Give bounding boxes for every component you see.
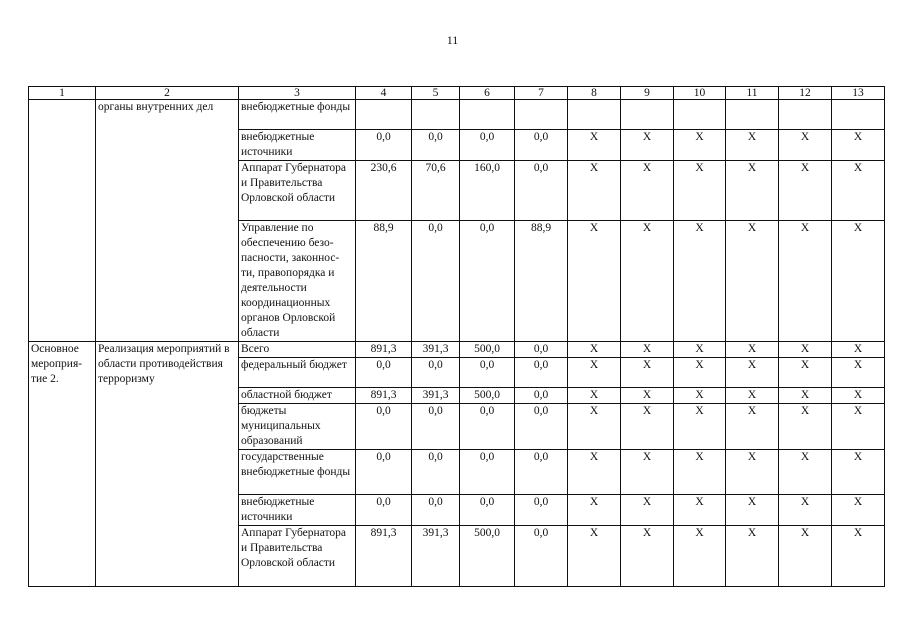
amount-cell-v4: 230,6 (356, 161, 412, 221)
table-body (29, 87, 885, 587)
mark-cell: Х (674, 404, 726, 450)
amount-cell-v6: 0,0 (460, 221, 515, 342)
amount-cell-v5: 0,0 (412, 450, 460, 495)
amount-cell-v6: 0,0 (460, 130, 515, 161)
mark-cell: Х (832, 388, 885, 404)
mark-cell: Х (832, 450, 885, 495)
amount-cell-v5: 0,0 (412, 404, 460, 450)
column-header-3: 3 (239, 87, 356, 100)
mark-cell: Х (568, 388, 621, 404)
amount-cell-v4: 0,0 (356, 495, 412, 526)
mark-cell: Х (779, 342, 832, 358)
amount-cell-v5: 0,0 (412, 130, 460, 161)
mark-cell (674, 100, 726, 130)
mark-cell: Х (779, 388, 832, 404)
amount-cell-v4: 891,3 (356, 342, 412, 358)
amount-cell-v4: 0,0 (356, 450, 412, 495)
mark-cell (568, 100, 621, 130)
mark-cell: Х (568, 358, 621, 388)
funding-source-cell: федеральный бюджет (239, 358, 356, 388)
column-header-12: 12 (779, 87, 832, 100)
mark-cell: Х (621, 450, 674, 495)
mark-cell: Х (832, 358, 885, 388)
mark-cell: Х (832, 130, 885, 161)
column-header-11: 11 (726, 87, 779, 100)
mark-cell: Х (621, 526, 674, 587)
table-row (29, 342, 885, 358)
amount-cell-v6: 500,0 (460, 526, 515, 587)
column-header-6: 6 (460, 87, 515, 100)
funding-source-cell: внебюджетные источники (239, 495, 356, 526)
mark-cell: Х (832, 342, 885, 358)
mark-cell: Х (779, 358, 832, 388)
amount-cell-v4: 891,3 (356, 388, 412, 404)
amount-cell-v6 (460, 100, 515, 130)
funding-source-cell: Управление по обеспечению безо- пасности, законнос- ти, правопорядка и деятельности координационных органов Орловской области (239, 221, 356, 342)
mark-cell: Х (726, 495, 779, 526)
amount-cell-v6: 0,0 (460, 404, 515, 450)
mark-cell: Х (726, 342, 779, 358)
funding-source-cell: внебюджетные фонды (239, 100, 356, 130)
amount-cell-v5: 70,6 (412, 161, 460, 221)
amount-cell-v4: 0,0 (356, 130, 412, 161)
column-header-8: 8 (568, 87, 621, 100)
amount-cell-v7: 0,0 (515, 161, 568, 221)
mark-cell (779, 100, 832, 130)
mark-cell: Х (674, 130, 726, 161)
amount-cell-v5 (412, 100, 460, 130)
mark-cell: Х (621, 358, 674, 388)
amount-cell-v7: 0,0 (515, 130, 568, 161)
amount-cell-v7: 0,0 (515, 388, 568, 404)
mark-cell: Х (832, 161, 885, 221)
mark-cell: Х (621, 404, 674, 450)
mark-cell: Х (726, 388, 779, 404)
column-header-9: 9 (621, 87, 674, 100)
amount-cell-v5: 391,3 (412, 526, 460, 587)
mark-cell: Х (621, 342, 674, 358)
mark-cell: Х (726, 161, 779, 221)
amount-cell-v6: 160,0 (460, 161, 515, 221)
mark-cell: Х (779, 161, 832, 221)
column-header-5: 5 (412, 87, 460, 100)
amount-cell-v6: 0,0 (460, 495, 515, 526)
activity-number-cell (29, 100, 96, 342)
mark-cell: Х (832, 404, 885, 450)
mark-cell: Х (568, 404, 621, 450)
amount-cell-v6: 500,0 (460, 388, 515, 404)
amount-cell-v6: 500,0 (460, 342, 515, 358)
amount-cell-v6: 0,0 (460, 450, 515, 495)
funding-source-cell: государственные внебюджетные фонды (239, 450, 356, 495)
amount-cell-v7: 0,0 (515, 526, 568, 587)
mark-cell: Х (832, 495, 885, 526)
mark-cell: Х (779, 221, 832, 342)
amount-cell-v7: 0,0 (515, 495, 568, 526)
amount-cell-v4: 0,0 (356, 404, 412, 450)
mark-cell: Х (779, 130, 832, 161)
mark-cell: Х (674, 450, 726, 495)
mark-cell: Х (621, 495, 674, 526)
amount-cell-v7: 88,9 (515, 221, 568, 342)
mark-cell: Х (779, 495, 832, 526)
mark-cell: Х (726, 404, 779, 450)
column-header-1: 1 (29, 87, 96, 100)
mark-cell (726, 100, 779, 130)
budget-table (28, 86, 885, 587)
column-header-10: 10 (674, 87, 726, 100)
mark-cell: Х (621, 221, 674, 342)
mark-cell: Х (726, 221, 779, 342)
mark-cell: Х (779, 404, 832, 450)
amount-cell-v5: 0,0 (412, 495, 460, 526)
mark-cell: Х (568, 130, 621, 161)
mark-cell: Х (779, 526, 832, 587)
amount-cell-v5: 391,3 (412, 388, 460, 404)
mark-cell: Х (832, 526, 885, 587)
amount-cell-v7: 0,0 (515, 404, 568, 450)
column-header-2: 2 (96, 87, 239, 100)
amount-cell-v4 (356, 100, 412, 130)
mark-cell: Х (779, 450, 832, 495)
activity-name-cell: Реализация мероприятий в области противодействия терроризму (96, 342, 239, 587)
funding-source-cell: Всего (239, 342, 356, 358)
mark-cell: Х (726, 130, 779, 161)
page-number: 11 (446, 33, 459, 47)
amount-cell-v4: 891,3 (356, 526, 412, 587)
mark-cell: Х (726, 526, 779, 587)
funding-source-cell: Аппарат Губернатора и Правительства Орловской области (239, 161, 356, 221)
mark-cell: Х (568, 450, 621, 495)
amount-cell-v6: 0,0 (460, 358, 515, 388)
funding-source-cell: внебюджетные источники (239, 130, 356, 161)
activity-number-cell: Основное мероприя- тие 2. (29, 342, 96, 587)
mark-cell: Х (568, 526, 621, 587)
column-header-13: 13 (832, 87, 885, 100)
column-header-7: 7 (515, 87, 568, 100)
mark-cell: Х (674, 358, 726, 388)
amount-cell-v7: 0,0 (515, 450, 568, 495)
amount-cell-v4: 0,0 (356, 358, 412, 388)
amount-cell-v5: 0,0 (412, 221, 460, 342)
column-header-4: 4 (356, 87, 412, 100)
mark-cell: Х (832, 221, 885, 342)
mark-cell (621, 100, 674, 130)
table-row (29, 100, 885, 130)
mark-cell: Х (674, 526, 726, 587)
amount-cell-v7 (515, 100, 568, 130)
mark-cell: Х (674, 221, 726, 342)
mark-cell: Х (568, 161, 621, 221)
amount-cell-v7: 0,0 (515, 358, 568, 388)
mark-cell: Х (621, 130, 674, 161)
mark-cell (832, 100, 885, 130)
mark-cell: Х (674, 495, 726, 526)
activity-name-cell: органы внутренних дел (96, 100, 239, 342)
mark-cell: Х (621, 388, 674, 404)
funding-source-cell: Аппарат Губернатора и Правительства Орловской области (239, 526, 356, 587)
mark-cell: Х (568, 342, 621, 358)
mark-cell: Х (726, 358, 779, 388)
amount-cell-v5: 391,3 (412, 342, 460, 358)
funding-source-cell: бюджеты муниципальных образований (239, 404, 356, 450)
amount-cell-v4: 88,9 (356, 221, 412, 342)
mark-cell: Х (674, 342, 726, 358)
amount-cell-v5: 0,0 (412, 358, 460, 388)
mark-cell: Х (568, 495, 621, 526)
mark-cell: Х (674, 388, 726, 404)
mark-cell: Х (674, 161, 726, 221)
mark-cell: Х (726, 450, 779, 495)
mark-cell: Х (621, 161, 674, 221)
header-row (29, 87, 885, 100)
mark-cell: Х (568, 221, 621, 342)
amount-cell-v7: 0,0 (515, 342, 568, 358)
funding-source-cell: областной бюджет (239, 388, 356, 404)
